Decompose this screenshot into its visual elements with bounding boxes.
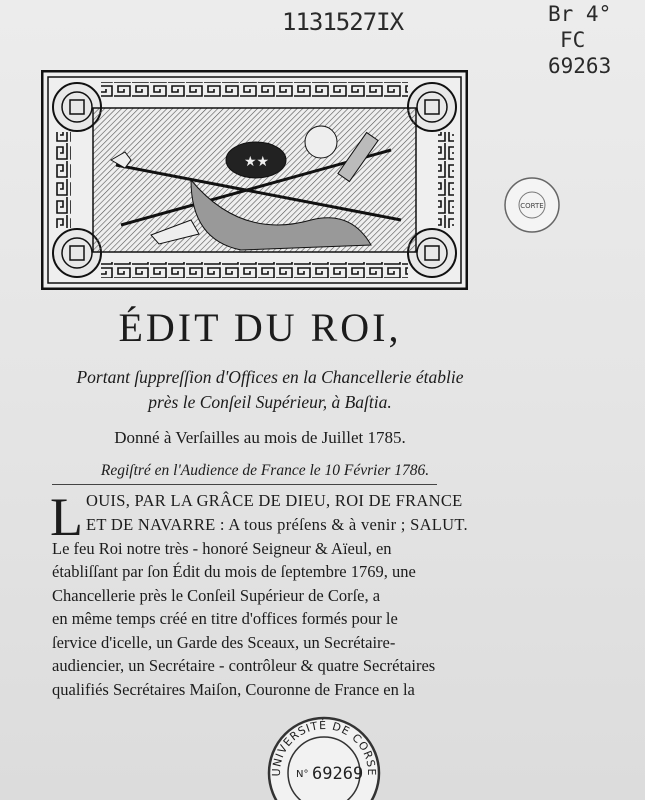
body-line: Le feu Roi notre très - honoré Seigneur & Aïeul, en [52,539,392,558]
drop-cap-letter: L [50,487,83,547]
body-line: établiſſant par ſon Édit du mois de ſeptembre 1769, une [52,562,416,581]
body-line: audiencier, un Secrétaire - contrôleur & quatre Secrétaires [52,656,436,675]
handwritten-accession-number: 1131527IX [282,8,404,36]
registration-line: Regiſtré en l'Audience de France le 10 Février 1786. [100,462,430,479]
svg-text:★★: ★★ [244,154,270,170]
university-stamp-top-text: UNIVERSITÉ DE CORSE [269,718,379,777]
university-stamp-number: 69269 [312,764,364,784]
library-stamp-icon [503,176,561,234]
handwritten-shelfmark-line1: Br 4° [548,2,612,26]
university-stamp-number-prefix: N° [296,769,309,780]
body-line: Chancellerie près le Conſeil Supérieur de Corſe, a [52,586,381,605]
divider-rule [52,484,437,485]
university-stamp-icon [266,715,382,800]
given-at-line: Donné à Verſailles au mois de Juillet 1785. [114,428,406,447]
body-line: ſervice d'icelle, un Garde des Sceaux, un Secrétaire- [52,633,396,652]
body-line: qualifiés Secrétaires Maiſon, Couronne de France en la [52,680,415,699]
subtitle-line-1: Portant ſuppreſſion d'Offices en la Chancellerie établie [76,367,464,387]
engraved-ornament-banner [41,70,468,290]
subtitle-line-2: près le Conſeil Supérieur, à Baſtia. [148,392,392,412]
handwritten-shelfmark-line2: FC [560,28,586,52]
body-line: en même temps créé en titre d'offices formés pour le [52,609,398,628]
handwritten-shelfmark-line3: 69263 [548,54,612,78]
body-line: ET DE NAVARRE : A tous préſens & à venir ; SALUT. [86,515,468,534]
body-line: OUIS, PAR LA GRÂCE DE DIEU, ROI DE FRANCE [86,491,463,510]
library-stamp-center-text: CORTE [520,202,544,210]
document-title: ÉDIT DU ROI, [118,305,402,350]
